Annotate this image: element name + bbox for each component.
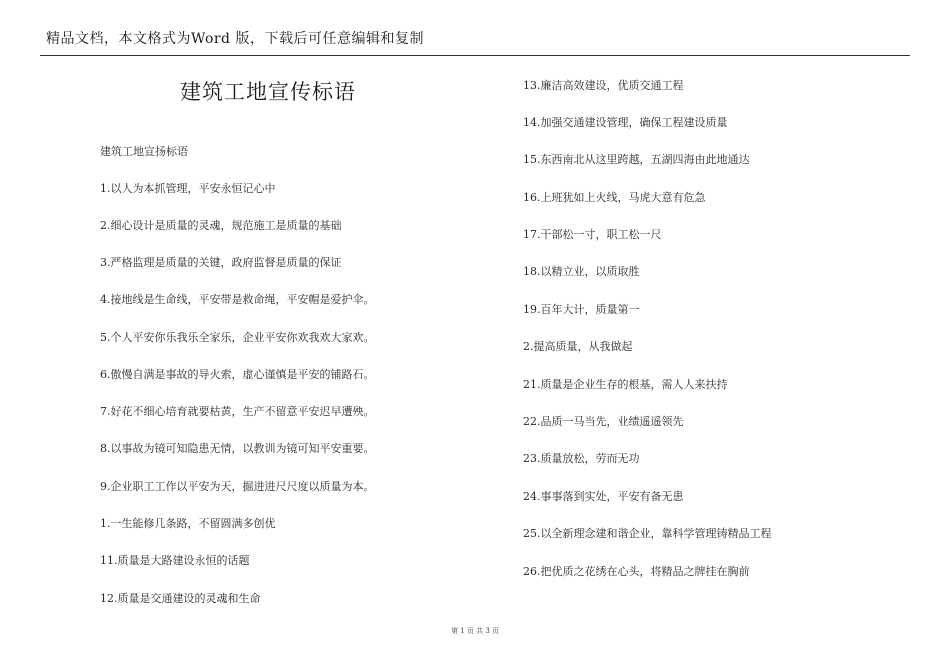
slogan-item: 23.质量放松，劳而无功: [523, 452, 640, 465]
slogan-item: 24.事事落到实处，平安有备无患: [523, 490, 684, 503]
slogan-item: 12.质量是交通建设的灵魂和生命: [100, 592, 261, 605]
document-header-notice: 精品文档，本文格式为Word 版，下载后可任意编辑和复制: [46, 31, 424, 47]
slogan-item: 2.细心设计是质量的灵魂，规范施工是质量的基础: [100, 219, 342, 232]
slogan-item: 9.企业职工工作以平安为天，掘进进尺尺度以质量为本。: [100, 480, 375, 493]
slogan-item: 15.东西南北从这里跨越，五湖四海由此地通达: [523, 153, 750, 166]
slogan-item: 21.质量是企业生存的根基，需人人来扶持: [523, 378, 728, 391]
slogan-item: 3.严格监理是质量的关键，政府监督是质量的保证: [100, 256, 342, 269]
slogan-item: 8.以事故为镜可知隐患无情，以教训为镜可知平安重要。: [100, 442, 375, 455]
slogan-item: 17.干部松一寸，职工松一尺: [523, 228, 662, 241]
slogan-item: 26.把优质之花绣在心头，将精品之牌挂在胸前: [523, 565, 750, 578]
document-title: 建筑工地宣传标语: [180, 80, 356, 104]
slogan-item: 6.傲慢自满是事故的导火索，虚心谨慎是平安的铺路石。: [100, 368, 375, 381]
slogan-item: 7.好花不细心培育就要枯黄，生产不留意平安迟早遭殃。: [100, 405, 375, 418]
slogan-item: 5.个人平安你乐我乐全家乐，企业平安你欢我欢大家欢。: [100, 331, 375, 344]
slogan-item: 2.提高质量，从我做起: [523, 340, 633, 353]
slogan-item: 1.以人为本抓管理，平安永恒记心中: [100, 182, 276, 195]
slogan-item: 13.廉洁高效建设，优质交通工程: [523, 79, 684, 92]
slogan-item: 25.以全新理念建和谐企业，靠科学管理铸精品工程: [523, 527, 772, 540]
slogan-item: 19.百年大计，质量第一: [523, 303, 640, 316]
slogan-item: 22.品质一马当先，业绩遥遥领先: [523, 415, 684, 428]
header-divider: [40, 55, 910, 56]
section-subtitle: 建筑工地宣扬标语: [100, 145, 188, 158]
slogan-item: 14.加强交通建设管理，确保工程建设质量: [523, 116, 728, 129]
slogan-item: 1.一生能修几条路，不留圆满多创优: [100, 517, 276, 530]
slogan-item: 16.上班犹如上火线，马虎大意有危急: [523, 191, 706, 204]
slogan-item: 18.以精立业，以质取胜: [523, 265, 640, 278]
slogan-item: 4.接地线是生命线，平安带是救命绳，平安帽是爱护伞。: [100, 293, 375, 306]
slogan-item: 11.质量是大路建设永恒的话题: [100, 554, 250, 567]
page-number-footer: 第 1 页 共 3 页: [450, 627, 500, 635]
